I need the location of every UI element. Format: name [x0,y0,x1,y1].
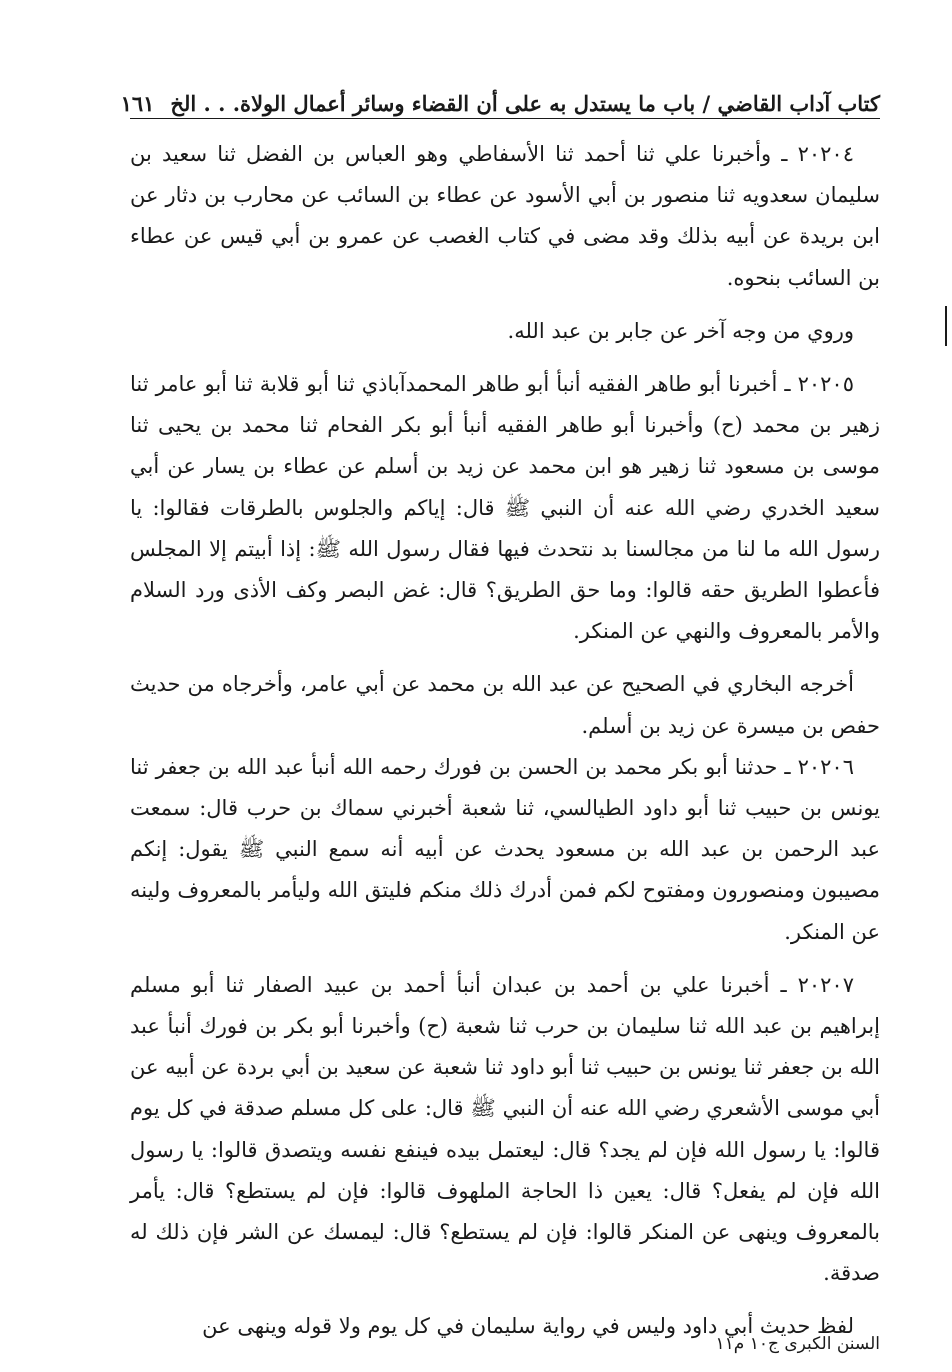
note-paragraph: لفظ حديث أبي داود وليس في رواية سليمان في كل يوم ولا قوله وينهى عن [202,1314,854,1339]
hadith-paragraph: ٢٠٢٠٥ ـ أخبرنا أبو طاهر الفقيه أنبأ أبو طاهر المحمدآباذي ثنا أبو قلابة ثنا أبو عامر ثنا زهير بن محمد (ح) وأخبرنا أبو طاهر الفقيه أنبأ أبو بكر الفحام ثنا محمد بن يحيى ثنا موسى بن مسعود ثنا زهير هو ابن محمد عن زيد بن أسلم عن عطاء بن يسار عن أبي سعيد الخدري رضي الله عنه أن النبي ﷺ قال: إياكم والجلوس بالطرقات فقالوا: يا رسول الله ما لنا من مجالسنا بد نتحدث فيها فقال رسول الله ﷺ: إذا أبيتم إلا المجلس فأعطوا الطريق حقه قالوا: وما حق الطريق؟ قال: غض البصر وكف الأذى ورد السلام والأمر بالمعروف والنهي عن المنكر. [130,372,880,644]
page-number: ١٦١ [120,91,155,116]
hadith-paragraph: ٢٠٢٠٤ ـ وأخبرنا علي ثنا أحمد ثنا الأسفاطي وهو العباس بن الفضل ثنا سعيد بن سليمان سعدويه ثنا منصور بن أبي الأسود عن عطاء بن السائب عن محارب بن دثار عن ابن بريدة عن أبيه بذلك وقد مضى في كتاب الغصب عن عمرو بن أبي قيس عن عطاء بن السائب بنحوه. [130,142,880,290]
margin-mark [945,306,947,346]
body-text [130,134,880,1348]
running-header [120,82,880,119]
header-title: كتاب آداب القاضي / باب ما يستدل به على أن القضاء وسائر أعمال الولاة. . . الخ [170,91,880,116]
hadith-paragraph: ٢٠٢٠٦ ـ حدثنا أبو بكر محمد بن الحسن بن فورك رحمه الله أنبأ عبد الله بن جعفر ثنا يونس بن حبيب ثنا أبو داود الطيالسي، ثنا شعبة أخبرني سماك بن حرب قال: سمعت عبد الرحمن بن عبد الله بن مسعود يحدث عن أبيه أنه سمع النبي ﷺ يقول: إنكم مصيبون ومنصورون ومفتوح لكم فمن أدرك ذلك منكم فليتق الله وليأمر بالمعروف ولينه عن المنكر. [130,754,880,944]
note-paragraph: وروي من وجه آخر عن جابر بن عبد الله. [507,318,854,343]
signature-line: السنن الكبرى ج١٠ م١١ [715,1334,880,1354]
hadith-paragraph: ٢٠٢٠٧ ـ أخبرنا علي بن أحمد بن عبدان أنبأ أحمد بن عبيد الصفار ثنا أبو مسلم إبراهيم بن عبد الله ثنا سليمان بن حرب ثنا شعبة (ح) وأخبرنا أبو بكر بن فورك أنبأ عبد الله بن جعفر ثنا يونس بن حبيب ثنا أبو داود ثنا شعبة عن سعيد بن أبي بردة عن أبيه عن أبي موسى الأشعري رضي الله عنه أن النبي ﷺ قال: على كل مسلم صدقة في كل يوم قالوا: يا رسول الله فإن لم يجد؟ قال: ليعتمل بيده فينفع نفسه ويتصدق قالوا: يا رسول الله فإن لم يفعل؟ قال: يعين ذا الحاجة الملهوف قالوا: فإن لم يستطع؟ قال: يأمر بالمعروف وينهى عن المنكر قالوا: فإن لم يستطع؟ قال: ليمسك عن الشر فإن ذلك له صدقة. [130,972,880,1286]
note-paragraph: أخرجه البخاري في الصحيح عن عبد الله بن محمد عن أبي عامر، وأخرجاه من حديث حفص بن ميسرة عن زيد بن أسلم. [130,672,880,738]
